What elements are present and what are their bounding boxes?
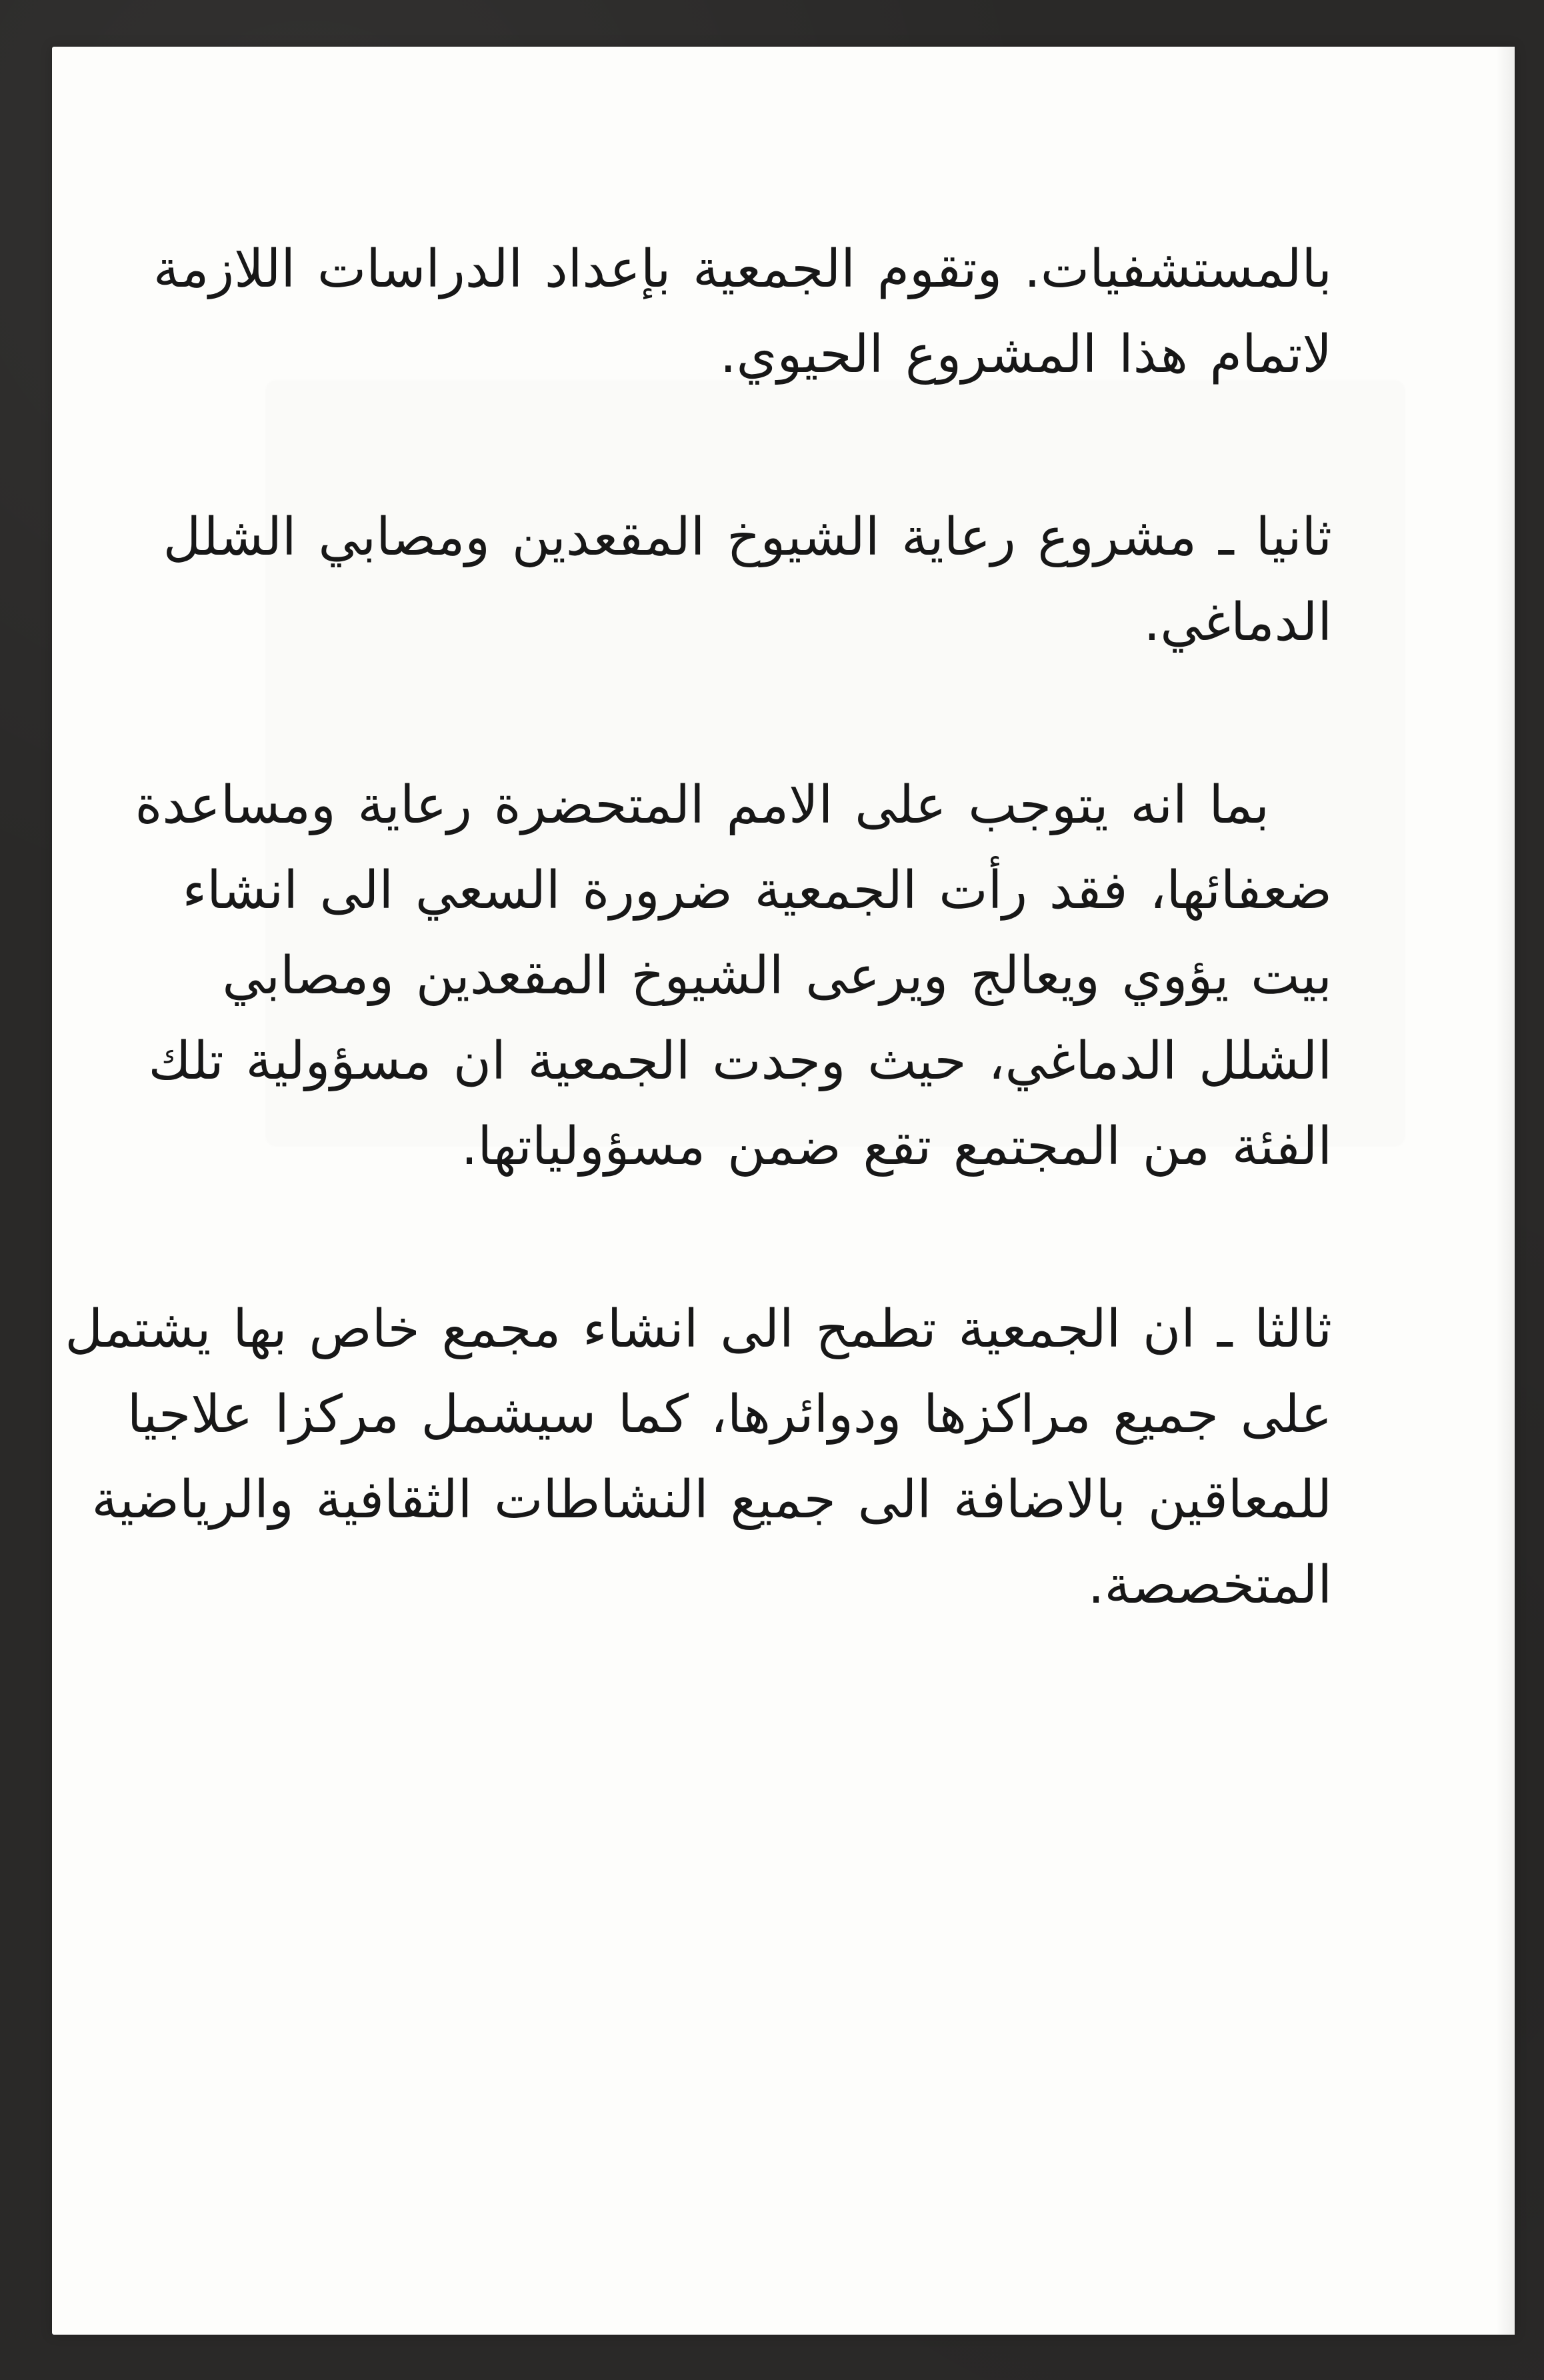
text-line: ضعفائها، فقد رأت الجمعية ضرورة السعي الى انشاء <box>182 861 1332 921</box>
arabic-text-block <box>65 227 1332 1615</box>
text-line: لاتمام هذا المشروع الحيوي. <box>719 325 1332 385</box>
paragraph-4 <box>65 1287 1332 1628</box>
text-line: الدماغي. <box>1143 593 1332 653</box>
text-line: ثانيا ـ مشروع رعاية الشيوخ المقعدين ومصابي الشلل <box>163 507 1332 567</box>
text-line: بالمستشفيات. وتقوم الجمعية بإعداد الدراسات اللازمة <box>153 239 1332 299</box>
paragraph-1 <box>153 227 1332 397</box>
document-page <box>52 47 1515 2335</box>
text-line: الفئة من المجتمع تقع ضمن مسؤولياتها. <box>461 1117 1332 1177</box>
paragraph-2 <box>163 495 1332 665</box>
text-line: بما انه يتوجب على الامم المتحضرة رعاية ومساعدة <box>135 775 1269 835</box>
text-line: للمعاقين بالاضافة الى جميع النشاطات الثقافية والرياضية <box>91 1470 1332 1530</box>
paragraph-3 <box>135 763 1332 1189</box>
text-line: على جميع مراكزها ودوائرها، كما سيشمل مركزا علاجيا <box>127 1385 1332 1445</box>
text-line: المتخصصة. <box>1087 1555 1332 1615</box>
text-line: ثالثا ـ ان الجمعية تطمح الى انشاء مجمع خاص بها يشتمل <box>65 1299 1332 1359</box>
text-line: بيت يؤوي ويعالج ويرعى الشيوخ المقعدين ومصابي <box>222 946 1332 1006</box>
text-line: الشلل الدماغي، حيث وجدت الجمعية ان مسؤولية تلك <box>148 1031 1332 1091</box>
page-edge-shadow <box>1496 47 1515 2335</box>
